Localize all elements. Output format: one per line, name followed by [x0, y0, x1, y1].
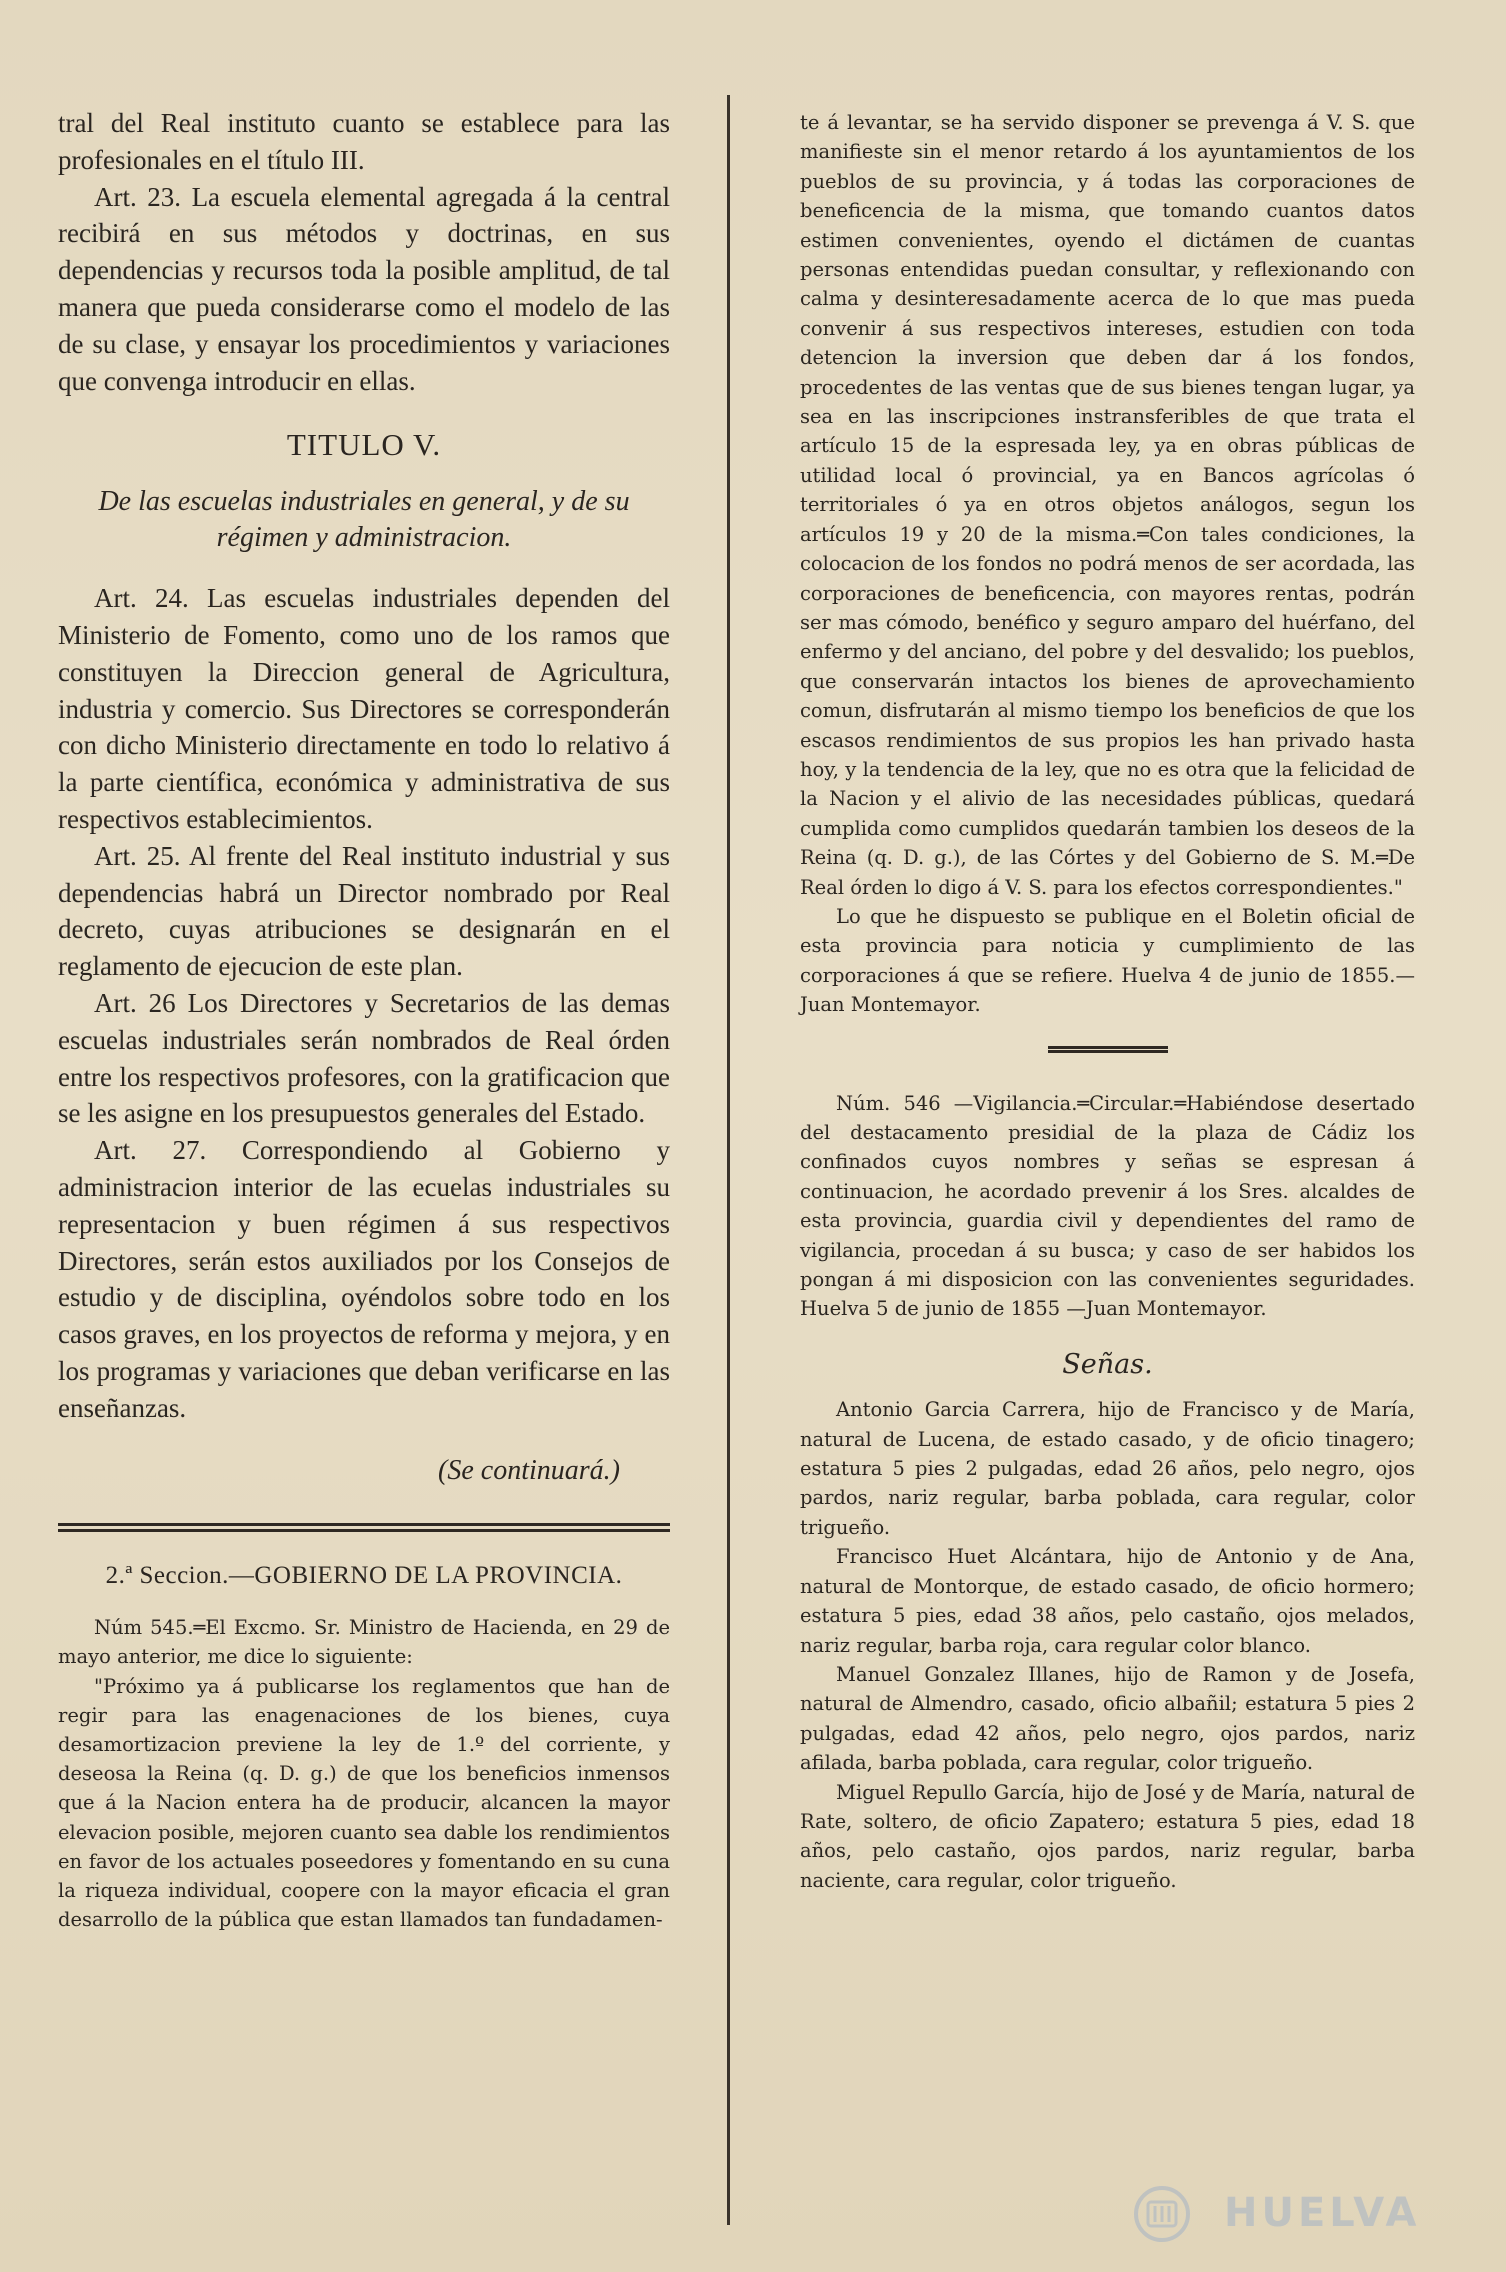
article-25: Art. 25. Al frente del Real instituto industrial y sus dependencias habrá un Director nombrado por Real decreto, cuyas atribuciones se designarán en el reglamento de ejecucion de este plan.	[58, 840, 670, 982]
government-section-heading: 2.ª Seccion.—GOBIERNO DE LA PROVINCIA.	[105, 1562, 623, 1590]
continuation-note: (Se continuará.)	[438, 1454, 620, 1486]
article-26: Art. 26 Los Directores y Secretarios de las demas escuelas industriales serán nombrados de Real órden entre los respectivos profesores, con la gratificacion que se les asigne en los presupuestos generales del Estado.	[58, 987, 670, 1129]
paragraph-intro: tral del Real instituto cuanto se establece para las profesionales en el título III.	[58, 108, 670, 175]
person-description: Francisco Huet Alcántara, hijo de Antonio y de Ana, natural de Montorque, de estado casado, de oficio hormero; estatura 5 pies, edad 38 años, pelo castaño, ojos melados, nariz regular, barba roja, cara regular color blanco.	[800, 1545, 1415, 1657]
short-double-rule	[1048, 1046, 1168, 1053]
right-column	[800, 108, 1415, 1895]
notice-545-quote-continued: te á levantar, se ha servido disponer se prevenga á V. S. que manifieste sin el menor retardo á los ayuntamientos de los pueblos de su provincia, y á todas las corporaciones de beneficencia de la misma, que tomando cuantos datos estimen convenientes, oyendo el dictámen de cuantas personas entendidas puedan consultar, y reflexionando con calma y desinteresadamente acerca de lo que mas pueda convenir á sus respectivos intereses, estudien con toda detencion la inversion que deben dar á los fondos, procedentes de las ventas que de sus bienes tengan lugar, ya sea en las inscripciones instransferibles de que trata el artículo 15 de la espresada ley, ya en obras públicas de utilidad local ó provincial, ya en Bancos agrícolas ó territoriales ó ya en otros objetos análogos, segun los artículos 19 y 20 de la misma.═Con tales condiciones, la colocacion de los fondos no podrá menos de ser acordada, las corporaciones de beneficencia, con mayores rentas, podrán ser mas cómodo, benéfico y seguro amparo del huérfano, del enfermo y del anciano, del pobre y del desvalido; los pueblos, que conservarán intactos los bienes de aprovechamiento comun, disfrutarán al mismo tiempo los beneficios de que los escasos rendimientos de sus propios les han privado hasta hoy, y la tendencia de la ley, que no es otra que la felicidad de la Nacion y el alivio de las necesidades públicas, quedará cumplida como cumplidos quedarán tambien los deseos de la Reina (q. D. g.), de las Córtes y del Gobierno de S. M.═De Real órden lo digo á V. S. para los efectos correspondientes."	[800, 111, 1415, 899]
double-rule-divider	[58, 1523, 670, 1532]
library-seal-icon	[1112, 2184, 1212, 2244]
person-description: Manuel Gonzalez Illanes, hijo de Ramon y de Josefa, natural de Almendro, casado, oficio albañil; estatura 5 pies 2 pulgadas, edad 42 años, pelo negro, ojos pardos, nariz afilada, barba poblada, cara regular, color trigueño.	[800, 1662, 1415, 1775]
section-title: TITULO V.	[286, 427, 442, 463]
publication-order: Lo que he dispuesto se publique en el Boletin oficial de esta provincia para noticia y cumplimiento de las corporaciones á que se refiere. Huelva 4 de junio de 1855.—Juan Montemayor.	[800, 904, 1415, 1017]
watermark-text: HUELVA	[1224, 2190, 1421, 2236]
column-divider	[727, 95, 730, 2225]
left-column	[58, 105, 670, 1934]
person-description: Miguel Repullo García, hijo de José y de María, natural de Rate, soltero, de oficio Zapatero; estatura 5 pies, edad 18 años, pelo castaño, ojos pardos, nariz regular, barba naciente, cara regular, color trigueño.	[800, 1780, 1415, 1892]
article-24: Art. 24. Las escuelas industriales dependen del Ministerio de Fomento, como uno de los ramos que constituyen la Direccion general de Agricultura, industria y comercio. Sus Directores se corresponderán con dicho Ministerio directamente en todo lo relativo á la parte científica, económica y administrativa de sus respectivos establecimientos.	[58, 583, 670, 834]
descriptions-title: Señas.	[1062, 1348, 1153, 1380]
article-27: Art. 27. Correspondiendo al Gobierno y administracion interior de las ecuelas industriales su representacion y buen régimen á sus respectivos Directores, serán estos auxiliados por los Consejos de estudio y de disciplina, oyéndolos sobre todo en los casos graves, en los proyectos de reforma y mejora, y en los programas y variaciones que deban verificarse en las enseñanzas.	[58, 1135, 670, 1423]
person-description: Antonio Garcia Carrera, hijo de Francisco y de María, natural de Lucena, de estado casado, y de oficio tinagero; estatura 5 pies 2 pulgadas, edad 26 años, pelo negro, ojos pardos, nariz regular, barba poblada, cara regular, color trigueño.	[800, 1398, 1415, 1539]
notice-546: Núm. 546 —Vigilancia.═Circular.═Habiéndose desertado del destacamento presidial de la plaza de Cádiz los confinados cuyos nombres y señas se espresan á continuacion, he acordado prevenir á los Sres. alcaldes de esta provincia, guardia civil y dependientes del ramo de vigilancia, procedan á su busca; y caso de ser habidos los pongan á mi disposicion con las convenientes seguridades. Huelva 5 de junio de 1855 —Juan Montemayor.	[800, 1091, 1415, 1321]
library-watermark	[1112, 2184, 1432, 2244]
section-subtitle: De las escuelas industriales en general, y de su régimen y administracion.	[98, 486, 630, 554]
article-23: Art. 23. La escuela elemental agregada á la central recibirá en sus métodos y doctrinas, en sus dependencias y recursos toda la posible amplitud, de tal manera que pueda considerarse como el modelo de las de su clase, y ensayar los procedimientos y variaciones que convenga introducir en ellas.	[58, 181, 670, 396]
notice-545-intro: Núm 545.═El Excmo. Sr. Ministro de Hacienda, en 29 de mayo anterior, me dice lo siguiente:	[58, 1616, 670, 1669]
notice-545-quote: "Próximo ya á publicarse los reglamentos que han de regir para las enagenaciones de los bienes, cuya desamortizacion previene la ley de 1.º del corriente, y deseosa la Reina (q. D. g.) de que los beneficios inmensos que á la Nacion entera ha de producir, alcancen la mayor elevacion posible, mejoren cuanto sea dable los rendimientos en favor de los actuales poseedores y fomentando en su cuna la riqueza individual, coopere con la mayor eficacia el gran desarrollo de la pública que estan llamados tan fundadamen-	[58, 1674, 670, 1932]
